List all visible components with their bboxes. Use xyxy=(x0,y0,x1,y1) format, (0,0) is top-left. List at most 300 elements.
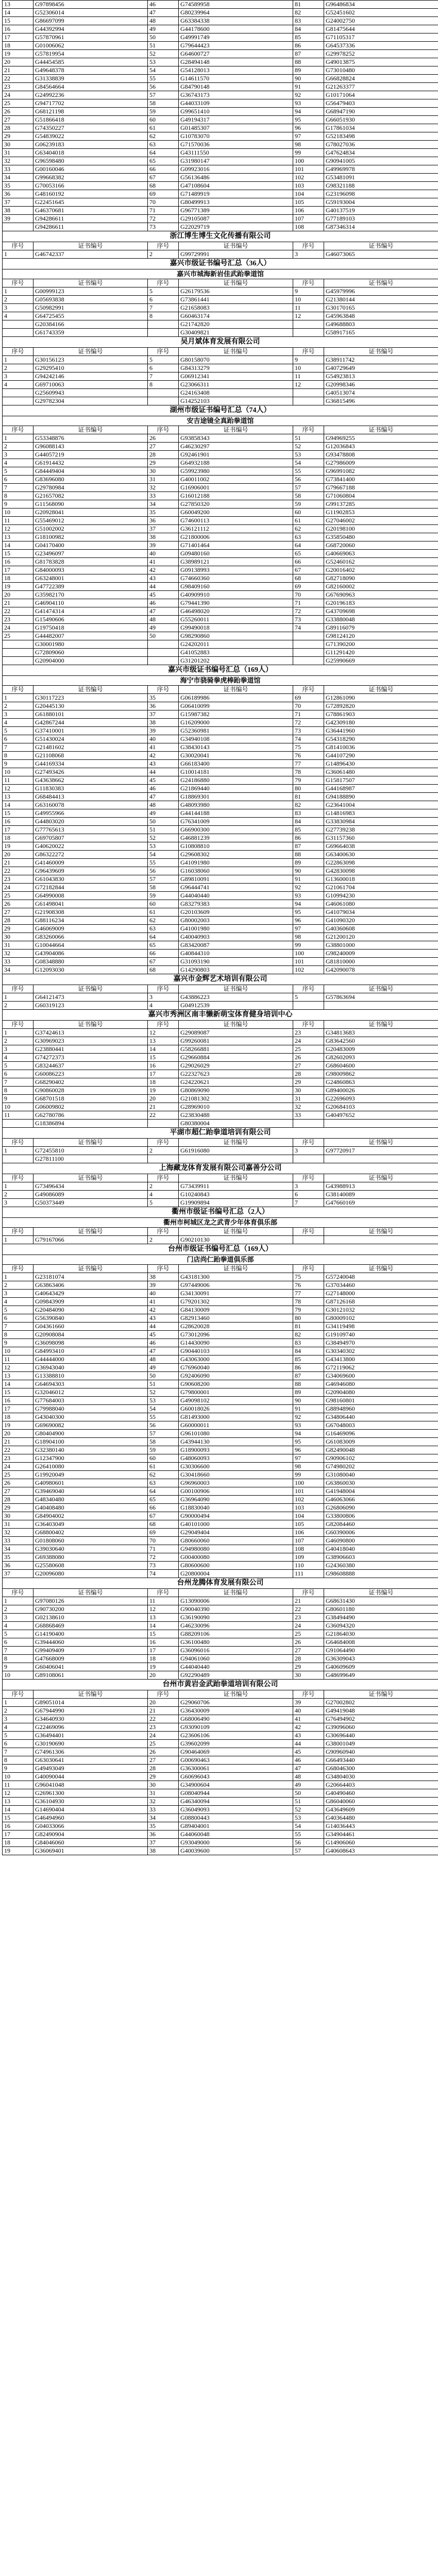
seq-cell: 40 xyxy=(148,550,179,558)
seq-cell: 42 xyxy=(148,752,179,760)
certificate-number-cell: G64694303 xyxy=(33,1380,148,1388)
table-row xyxy=(3,50,438,58)
certificate-number-cell: G36494401 xyxy=(33,1732,148,1740)
certificate-number-cell: G40137519 xyxy=(324,207,438,215)
certificate-number-cell: G22863098 xyxy=(324,859,438,867)
certificate-number-cell: G68947190 xyxy=(324,108,438,116)
seq-cell: 2 xyxy=(3,1707,33,1715)
certificate-number-cell: G47722389 xyxy=(33,583,148,591)
certificate-number-cell: G10240843 xyxy=(179,1191,293,1199)
seq-cell: 4 xyxy=(3,1723,33,1732)
seq-cell: 81 xyxy=(293,793,324,801)
certificate-number-cell: G68046300 xyxy=(324,1765,438,1773)
seq-cell: 8 xyxy=(3,1756,33,1765)
certificate-number-cell: G30190690 xyxy=(33,1740,148,1748)
seq-cell: 50 xyxy=(148,632,179,640)
table-row xyxy=(3,108,438,116)
seq-cell: 32 xyxy=(148,484,179,492)
table-row xyxy=(3,1306,438,1314)
certificate-number-cell: G68121198 xyxy=(33,108,148,116)
seq-cell: 66 xyxy=(293,558,324,566)
table-row xyxy=(3,776,438,785)
certificate-number-cell: G94286611 xyxy=(33,215,148,223)
seq-cell: 17 xyxy=(3,566,33,574)
certificate-number-cell: G61083009 xyxy=(324,1438,438,1446)
seq-cell: 3 xyxy=(293,250,324,259)
table-row xyxy=(3,867,438,875)
table-row xyxy=(3,719,438,727)
seq-cell: 53 xyxy=(293,451,324,459)
section-title: 台州龙腾体育发展有限公司 xyxy=(3,1578,438,1589)
seq-cell: 58 xyxy=(148,99,179,108)
seq-cell: 17 xyxy=(3,33,33,42)
seq-cell: 100 xyxy=(293,157,324,165)
certificate-number-cell: G33830984 xyxy=(324,818,438,826)
code-header: 证书编号 xyxy=(179,1265,293,1273)
seq-cell: 65 xyxy=(148,1496,179,1504)
table-row xyxy=(3,509,438,517)
table-row xyxy=(3,694,438,702)
seq-cell: 8 xyxy=(3,492,33,500)
code-header: 证书编号 xyxy=(324,1690,438,1699)
certificate-number-cell: G44060048 xyxy=(179,1831,293,1839)
seq-cell: 2 xyxy=(148,1236,179,1244)
table-row xyxy=(3,381,438,389)
certificate-number-cell: G37410001 xyxy=(33,727,148,735)
certificate-number-cell: G22696093 xyxy=(324,1095,438,1103)
certificate-number-cell: G99260081 xyxy=(179,1037,293,1045)
table-row xyxy=(3,1597,438,1605)
certificate-number-cell: G90464069 xyxy=(179,1748,293,1756)
seq-cell: 94 xyxy=(293,900,324,908)
certificate-number-cell: G80499913 xyxy=(179,198,293,207)
table-row xyxy=(3,304,438,312)
table-row xyxy=(3,1120,438,1128)
seq-cell: 13 xyxy=(3,1372,33,1380)
certificate-number-cell: G36190090 xyxy=(179,1614,293,1622)
table-row xyxy=(3,1147,438,1155)
certificate-number-cell: G23830488 xyxy=(179,1111,293,1120)
seq-cell: 25 xyxy=(3,1471,33,1479)
seq-cell: 56 xyxy=(293,1839,324,1847)
seq-cell: 9 xyxy=(293,287,324,296)
seq-cell xyxy=(148,657,179,665)
table-row xyxy=(3,141,438,149)
seq-cell: 70 xyxy=(293,591,324,599)
seq-cell: 70 xyxy=(148,198,179,207)
seq-cell: 1 xyxy=(3,694,33,702)
certificate-number-cell: G72455810 xyxy=(33,1147,148,1155)
seq-cell: 46 xyxy=(148,1,179,9)
seq-cell: 3 xyxy=(3,372,33,381)
table-row xyxy=(3,574,438,583)
section-title-row xyxy=(3,1128,438,1139)
certificate-number-cell: G63248001 xyxy=(33,574,148,583)
certificate-number-cell: G96486834 xyxy=(324,1,438,9)
seq-cell: 8 xyxy=(3,1087,33,1095)
certificate-number-cell: G23641004 xyxy=(324,801,438,809)
seq-cell: 11 xyxy=(3,1111,33,1120)
seq-cell: 16 xyxy=(3,25,33,33)
seq-cell: 9 xyxy=(3,1339,33,1347)
seq-cell: 77 xyxy=(293,1290,324,1298)
certificate-number-cell: G21742820 xyxy=(179,320,293,329)
certificate-number-cell: G90860028 xyxy=(33,1087,148,1095)
seq-cell: 20 xyxy=(148,1095,179,1103)
certificate-number-cell: G40040903 xyxy=(179,933,293,941)
certificate-number-cell: G44144188 xyxy=(179,809,293,818)
certificate-number-cell: G64684008 xyxy=(324,1638,438,1647)
seq-cell: 15 xyxy=(148,1630,179,1638)
table-row xyxy=(3,329,438,337)
certificate-number-cell: G92406090 xyxy=(179,1372,293,1380)
seq-cell: 2 xyxy=(3,443,33,451)
certificate-number-cell: G46742337 xyxy=(33,250,148,259)
certificate-number-cell: G90608200 xyxy=(179,1380,293,1388)
certificate-number-cell: G24220621 xyxy=(179,1078,293,1087)
seq-cell: 1 xyxy=(3,1236,33,1244)
seq-cell: 24 xyxy=(3,91,33,99)
table-row xyxy=(3,1236,438,1244)
seq-cell: 10 xyxy=(3,1103,33,1111)
certificate-number-cell: G82913460 xyxy=(179,1314,293,1323)
seq-cell: 28 xyxy=(148,1765,179,1773)
seq-cell: 36 xyxy=(148,517,179,525)
seq-header: 序号 xyxy=(148,686,179,694)
certificate-number-cell: G34804030 xyxy=(324,1773,438,1781)
certificate-number-cell: G72809060 xyxy=(33,649,148,657)
certificate-number-cell: G71489919 xyxy=(179,190,293,198)
table-row xyxy=(3,1847,438,1855)
certificate-number-cell: G89108061 xyxy=(33,1671,148,1680)
code-header: 证书编号 xyxy=(179,985,293,993)
certificate-number-cell: G90000494 xyxy=(179,1512,293,1520)
seq-cell: 80 xyxy=(293,785,324,793)
certificate-number-cell: G89051014 xyxy=(33,1699,148,1707)
seq-cell: 97 xyxy=(293,925,324,933)
certificate-number-cell: G77684003 xyxy=(33,1397,148,1405)
seq-cell: 1 xyxy=(3,1699,33,1707)
certificate-number-cell: G08348880 xyxy=(33,958,148,966)
certificate-number-cell: G46946080 xyxy=(324,1380,438,1388)
seq-cell: 95 xyxy=(293,116,324,124)
seq-cell xyxy=(148,640,179,649)
certificate-number-cell: G93858343 xyxy=(179,434,293,443)
certificate-number-cell: G36430009 xyxy=(179,1707,293,1715)
seq-cell: 25 xyxy=(3,632,33,640)
certificate-number-cell: G80380004 xyxy=(179,1120,293,1128)
certificate-number-cell: G78861903 xyxy=(324,710,438,719)
seq-cell: 69 xyxy=(293,583,324,591)
table-row xyxy=(3,190,438,198)
certificate-number-cell: G23880441 xyxy=(33,1045,148,1054)
code-header: 证书编号 xyxy=(179,1139,293,1147)
section-subtitle-row xyxy=(3,1255,438,1265)
section-subtitle: 嘉兴市城海新岩佳武跆拳道馆 xyxy=(3,269,438,279)
certificate-number-cell: G19109740 xyxy=(324,1331,438,1339)
section-title-row xyxy=(3,405,438,416)
table-row xyxy=(3,312,438,320)
table-row xyxy=(3,583,438,591)
certificate-number-cell: G30156123 xyxy=(33,356,148,364)
certificate-number-cell: G81810000 xyxy=(324,958,438,966)
table-row xyxy=(3,476,438,484)
seq-cell: 31 xyxy=(148,476,179,484)
seq-header: 序号 xyxy=(3,426,33,434)
certificate-number-cell: G74980202 xyxy=(324,1463,438,1471)
certificate-number-cell: G40011002 xyxy=(179,476,293,484)
certificate-number-cell: G74589958 xyxy=(179,1,293,9)
table-row xyxy=(3,925,438,933)
certificate-number-cell: G69388080 xyxy=(33,1553,148,1562)
certificate-number-cell: G98608888 xyxy=(324,1570,438,1578)
certificate-number-cell: G99490018 xyxy=(179,624,293,632)
certificate-number-cell: G23066311 xyxy=(179,381,293,389)
certificate-number-cell: G68631430 xyxy=(324,1597,438,1605)
certificate-number-cell: G24992236 xyxy=(33,91,148,99)
seq-cell: 21 xyxy=(148,1707,179,1715)
seq-cell: 25 xyxy=(148,1740,179,1748)
certificate-number-cell: G39469040 xyxy=(33,1487,148,1496)
seq-cell: 8 xyxy=(3,752,33,760)
certificate-number-cell: G71060804 xyxy=(324,492,438,500)
seq-cell: 66 xyxy=(148,165,179,174)
certificate-number-cell: G83420087 xyxy=(179,941,293,950)
seq-cell xyxy=(293,1236,324,1244)
certificate-number-cell: G24202011 xyxy=(179,640,293,649)
table-row xyxy=(3,1822,438,1831)
seq-cell: 1 xyxy=(3,287,33,296)
seq-cell: 63 xyxy=(148,141,179,149)
seq-cell: 72 xyxy=(148,215,179,223)
table-row xyxy=(3,58,438,66)
certificate-number-cell: G21108068 xyxy=(33,752,148,760)
seq-cell: 45 xyxy=(293,1748,324,1756)
seq-cell: 7 xyxy=(148,372,179,381)
code-header: 证书编号 xyxy=(324,279,438,287)
section-title-row xyxy=(3,1680,438,1690)
table-row xyxy=(3,768,438,776)
seq-cell: 1 xyxy=(3,250,33,259)
seq-cell: 80 xyxy=(293,1314,324,1323)
seq-cell: 55 xyxy=(148,75,179,83)
seq-cell: 53 xyxy=(148,842,179,851)
certificate-number-cell: G04361660 xyxy=(33,1323,148,1331)
certificate-number-cell: G31157360 xyxy=(324,834,438,842)
seq-header: 序号 xyxy=(148,1589,179,1597)
seq-cell: 27 xyxy=(3,1487,33,1496)
seq-cell: 38 xyxy=(148,533,179,541)
seq-cell: 54 xyxy=(148,66,179,75)
certificate-number-cell: G74961306 xyxy=(33,1748,148,1756)
certificate-number-cell: G84904002 xyxy=(33,1512,148,1520)
seq-cell xyxy=(148,649,179,657)
seq-cell: 69 xyxy=(148,190,179,198)
certificate-number-cell: G36943040 xyxy=(33,1364,148,1372)
table-row xyxy=(3,1537,438,1545)
seq-cell xyxy=(3,397,33,405)
seq-cell: 30 xyxy=(3,1512,33,1520)
certificate-number-cell: G28620028 xyxy=(179,1323,293,1331)
seq-cell: 58 xyxy=(293,492,324,500)
seq-cell: 1 xyxy=(3,1029,33,1037)
table-row xyxy=(3,1347,438,1355)
seq-cell: 64 xyxy=(148,1487,179,1496)
certificate-number-cell: G76960040 xyxy=(179,1364,293,1372)
seq-cell: 63 xyxy=(293,533,324,541)
table-row xyxy=(3,842,438,851)
seq-cell: 19 xyxy=(3,50,33,58)
certificate-number-cell: G20096080 xyxy=(33,1570,148,1578)
seq-cell: 29 xyxy=(3,132,33,141)
certificate-number-cell: G29780984 xyxy=(33,484,148,492)
seq-cell: 44 xyxy=(293,1740,324,1748)
table-row xyxy=(3,1798,438,1806)
seq-cell: 31 xyxy=(3,941,33,950)
certificate-number-cell: G60390006 xyxy=(324,1529,438,1537)
certificate-number-cell: G49086089 xyxy=(33,1191,148,1199)
seq-cell: 28 xyxy=(293,1070,324,1078)
certificate-number-cell: G43063000 xyxy=(179,1355,293,1364)
certificate-number-cell: G41079034 xyxy=(324,908,438,917)
certificate-number-cell: G37034460 xyxy=(324,1281,438,1290)
certificate-number-cell: G06009802 xyxy=(33,1103,148,1111)
seq-cell: 99 xyxy=(293,941,324,950)
seq-cell: 65 xyxy=(148,941,179,950)
seq-cell: 43 xyxy=(293,1732,324,1740)
seq-cell: 23 xyxy=(3,616,33,624)
certificate-number-cell: G44392994 xyxy=(33,25,148,33)
certificate-number-cell: G06410099 xyxy=(179,702,293,710)
seq-cell: 1 xyxy=(3,434,33,443)
certificate-number-cell: G14690404 xyxy=(33,1806,148,1814)
certificate-number-cell: G90906102 xyxy=(324,1454,438,1463)
certificate-number-cell: G73010480 xyxy=(324,66,438,75)
certificate-number-cell: G93478808 xyxy=(324,451,438,459)
certificate-number-cell: G49098102 xyxy=(179,1397,293,1405)
certificate-number-cell: G27148000 xyxy=(324,1290,438,1298)
code-header: 证书编号 xyxy=(179,242,293,250)
seq-cell: 6 xyxy=(3,1740,33,1748)
certificate-number-cell: G63030641 xyxy=(33,1756,148,1765)
seq-cell: 42 xyxy=(148,566,179,574)
certificate-number-cell: G87346314 xyxy=(324,223,438,231)
certificate-number-cell: G26806090 xyxy=(324,1504,438,1512)
certificate-number-cell: G43886223 xyxy=(179,993,293,1002)
seq-cell: 99 xyxy=(293,1471,324,1479)
certificate-number-cell: G34904461 xyxy=(324,1831,438,1839)
seq-cell: 62 xyxy=(148,917,179,925)
certificate-number-cell: G94188890 xyxy=(324,793,438,801)
certificate-number-cell: G34069600 xyxy=(324,1372,438,1380)
certificate-number-cell: G83642560 xyxy=(324,1037,438,1045)
certificate-number-cell: G69664038 xyxy=(324,842,438,851)
seq-cell: 100 xyxy=(293,950,324,958)
table-row xyxy=(3,801,438,809)
seq-cell: 71 xyxy=(148,207,179,215)
seq-header: 序号 xyxy=(293,1228,324,1236)
seq-cell: 68 xyxy=(148,966,179,974)
seq-cell: 54 xyxy=(148,851,179,859)
certificate-number-cell: G86322272 xyxy=(33,851,148,859)
certificate-number-cell: G06912341 xyxy=(179,372,293,381)
column-header-row xyxy=(3,1265,438,1273)
seq-cell: 51 xyxy=(293,1798,324,1806)
certificate-number-cell: G38801000 xyxy=(324,941,438,950)
certificate-number-cell: G34940108 xyxy=(179,735,293,743)
seq-cell: 42 xyxy=(293,1723,324,1732)
seq-cell: 91 xyxy=(293,875,324,884)
seq-cell: 25 xyxy=(293,1045,324,1054)
certificate-number-cell: G76494902 xyxy=(324,1715,438,1723)
certificate-number-cell: G84130009 xyxy=(179,1306,293,1314)
seq-cell: 92 xyxy=(293,884,324,892)
certificate-number-cell: G20484090 xyxy=(33,1306,148,1314)
seq-cell: 17 xyxy=(148,1647,179,1655)
seq-cell: 12 xyxy=(3,525,33,533)
seq-cell: 5 xyxy=(148,356,179,364)
seq-cell: 26 xyxy=(293,1054,324,1062)
certificate-number-cell: G31093190 xyxy=(179,958,293,966)
seq-cell: 44 xyxy=(148,1323,179,1331)
table-row xyxy=(3,1314,438,1323)
table-row xyxy=(3,1191,438,1199)
table-row xyxy=(3,207,438,215)
certificate-number-cell: G32380140 xyxy=(33,1446,148,1454)
table-row xyxy=(3,1723,438,1732)
certificate-number-cell: G41948004 xyxy=(324,1487,438,1496)
seq-cell: 11 xyxy=(3,1355,33,1364)
certificate-number-cell: G11568090 xyxy=(33,500,148,509)
certificate-number-cell: G31338839 xyxy=(33,75,148,83)
certificate-number-cell: G54318290 xyxy=(324,735,438,743)
certificate-number-cell: G68006490 xyxy=(179,1715,293,1723)
seq-cell: 4 xyxy=(3,719,33,727)
seq-cell: 97 xyxy=(293,1454,324,1463)
seq-cell: 8 xyxy=(3,1331,33,1339)
seq-cell: 29 xyxy=(148,1773,179,1781)
seq-cell: 9 xyxy=(3,760,33,768)
table-row xyxy=(3,356,438,364)
certificate-number-cell: G40039600 xyxy=(179,1847,293,1855)
certificate-number-cell: G74600113 xyxy=(179,517,293,525)
certificate-number-cell: G31980147 xyxy=(179,157,293,165)
seq-cell: 4 xyxy=(3,1622,33,1630)
seq-cell: 91 xyxy=(293,1405,324,1413)
seq-cell: 56 xyxy=(148,1421,179,1430)
certificate-number-cell: G50373449 xyxy=(33,1199,148,1207)
seq-cell: 33 xyxy=(293,1111,324,1120)
certificate-number-cell: G53348876 xyxy=(33,434,148,443)
certificate-number-cell: G68484413 xyxy=(33,793,148,801)
seq-cell: 14 xyxy=(148,1045,179,1054)
seq-cell: 66 xyxy=(148,950,179,958)
seq-cell: 45 xyxy=(148,776,179,785)
seq-cell: 35 xyxy=(148,694,179,702)
table-row xyxy=(3,1438,438,1446)
seq-cell: 36 xyxy=(148,702,179,710)
seq-cell: 71 xyxy=(148,1545,179,1553)
table-row xyxy=(3,785,438,793)
table-row xyxy=(3,1831,438,1839)
certificate-number-cell: G73012096 xyxy=(179,1331,293,1339)
certificate-number-cell: G30969023 xyxy=(33,1037,148,1045)
certificate-number-cell: G72182844 xyxy=(33,884,148,892)
code-header: 证书编号 xyxy=(33,242,148,250)
seq-cell: 49 xyxy=(293,1781,324,1789)
seq-cell: 3 xyxy=(148,993,179,1002)
seq-cell: 18 xyxy=(3,1839,33,1847)
